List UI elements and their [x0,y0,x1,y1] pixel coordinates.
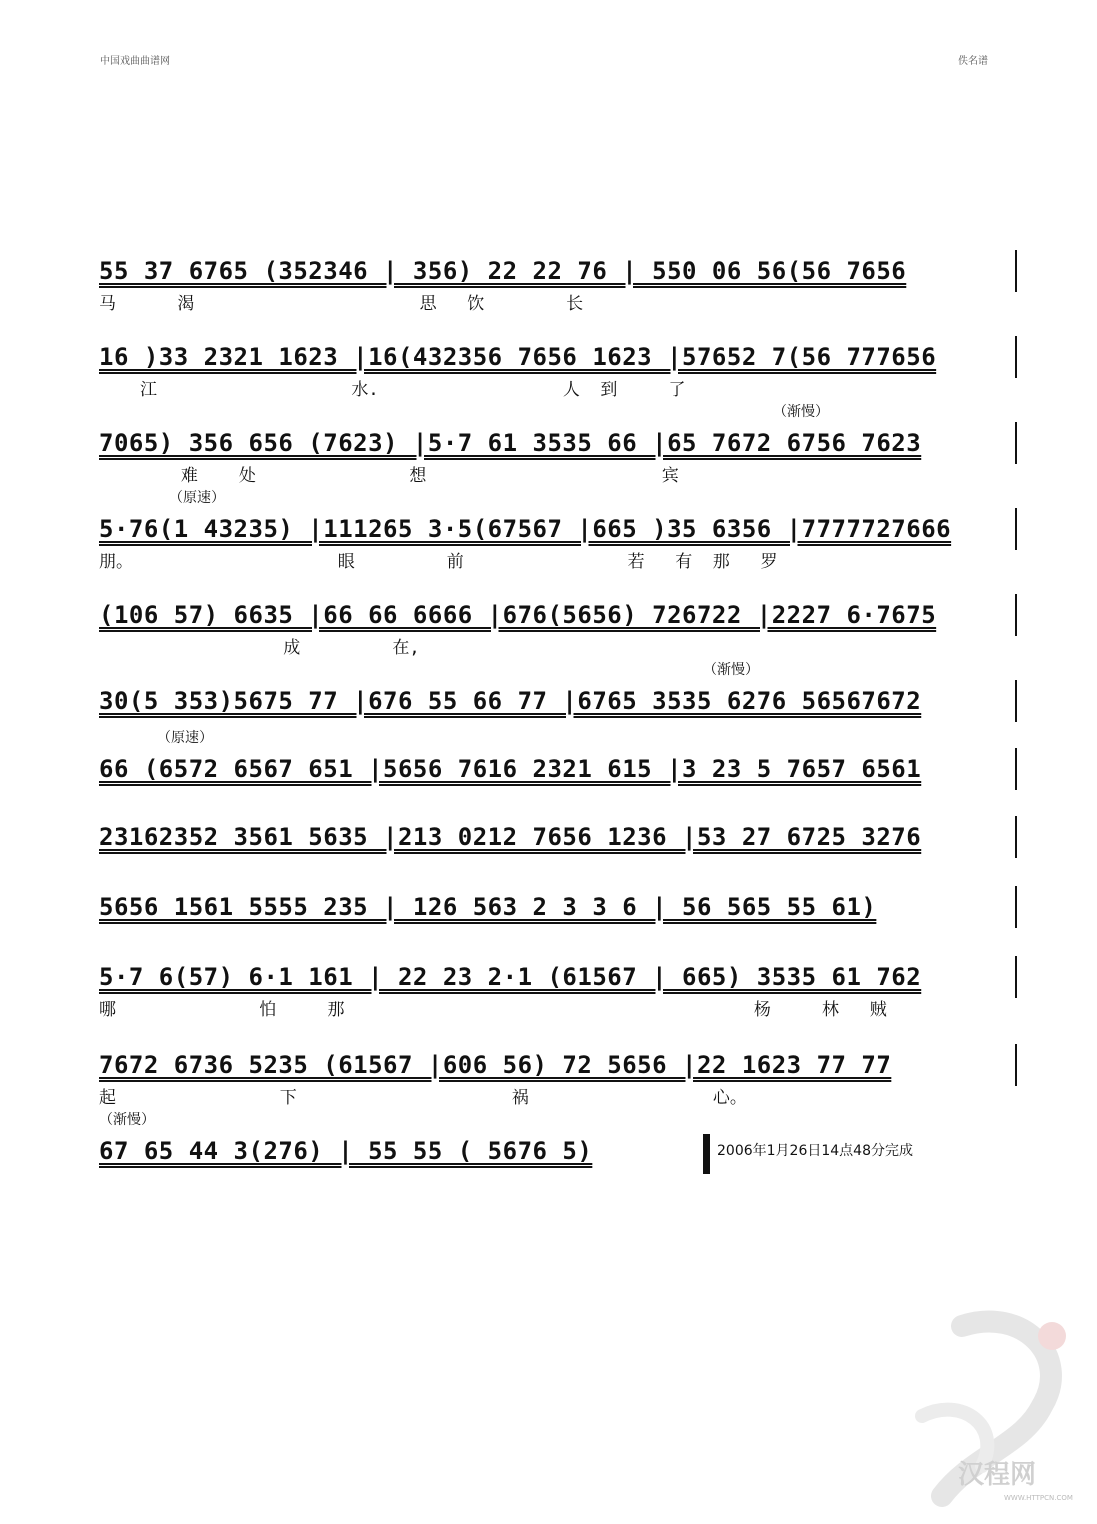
barline [1015,1044,1017,1086]
lyrics-line: 朋。 眼 前 若 有 那 罗 [99,552,778,572]
score-system [99,404,1017,498]
lyrics-line: 马 渴 思 饮 长 [99,294,584,314]
watermark-text: 汉程网 [958,1460,1037,1490]
notation-line: 66 (6572 6567 651 |5656 7616 2321 615 |3 23 5 7657 6561 [99,755,922,783]
score-system [99,254,1017,326]
barline [1015,508,1017,550]
lyrics-line: 起 下 祸 心。 [99,1088,747,1108]
notation-line: 5·7 6(57) 6·1 161 | 22 23 2·1 (61567 | 665) 3535 61 762 [99,963,922,991]
completion-note: 2006年1月26日14点48分完成 [717,1143,913,1159]
score-system [99,1112,999,1206]
notation-line: (106 57) 6635 |66 66 6666 |676(5656) 726722 |2227 6·7675 [99,601,937,629]
notation-line: 5·76(1 43235) |111265 3·5(67567 |665 )35 6356 |7777727666 [99,515,952,543]
score-system [99,490,1017,584]
tempo-annotation: （原速） [169,490,225,506]
watermark-url: WWW.HTTPCN.COM [1004,1494,1073,1502]
notation-line: 5656 1561 5555 235 | 126 563 2 3 3 6 | 56 565 55 61) [99,893,877,921]
barline [1015,816,1017,858]
score-system [99,890,1017,962]
lyrics-line: 成 在, [99,638,420,658]
score-system [99,820,1017,892]
notation-line: 7065) 356 656 (7623) |5·7 61 3535 66 |65 7672 6756 7623 [99,429,922,457]
lyrics-line: 难 处 想 宾 [99,466,679,486]
score-system [99,730,1017,824]
header-left: 中国戏曲曲谱网 [100,56,170,67]
header-right: 佚名谱 [958,56,988,67]
final-barline [703,1134,710,1174]
tempo-annotation: （渐慢） [703,662,759,678]
tempo-annotation: （原速） [157,730,213,746]
barline [1015,422,1017,464]
barline [1015,748,1017,790]
barline [1015,594,1017,636]
score-system [99,662,1017,756]
tempo-annotation: （渐慢） [773,404,829,420]
barline [1015,250,1017,292]
score-system [99,340,1017,412]
score-system [99,960,1017,1032]
notation-line: 23162352 3561 5635 |213 0212 7656 1236 |53 27 6725 3276 [99,823,922,851]
score-system [99,1048,1017,1120]
notation-line: 30(5 353)5675 77 |676 55 66 77 |6765 3535 6276 56567672 [99,687,922,715]
barline [1015,680,1017,722]
lyrics-line: 江 水. 人 到 了 [99,380,686,400]
barline [1015,886,1017,928]
score-system [99,598,1017,670]
tempo-annotation: （渐慢） [99,1112,155,1128]
lyrics-line: 哪 怕 那 杨 林 贼 [99,1000,887,1020]
notation-line: 7672 6736 5235 (61567 |606 56) 72 5656 |22 1623 77 77 [99,1051,892,1079]
notation-line: 55 37 6765 (352346 | 356) 22 22 76 | 550 06 56(56 7656 [99,257,907,285]
notation-line: 16 )33 2321 1623 |16(432356 7656 1623 |57652 7(56 777656 [99,343,937,371]
barline [1015,956,1017,998]
barline [1015,336,1017,378]
notation-line: 67 65 44 3(276) | 55 55 ( 5676 5) [99,1137,593,1165]
